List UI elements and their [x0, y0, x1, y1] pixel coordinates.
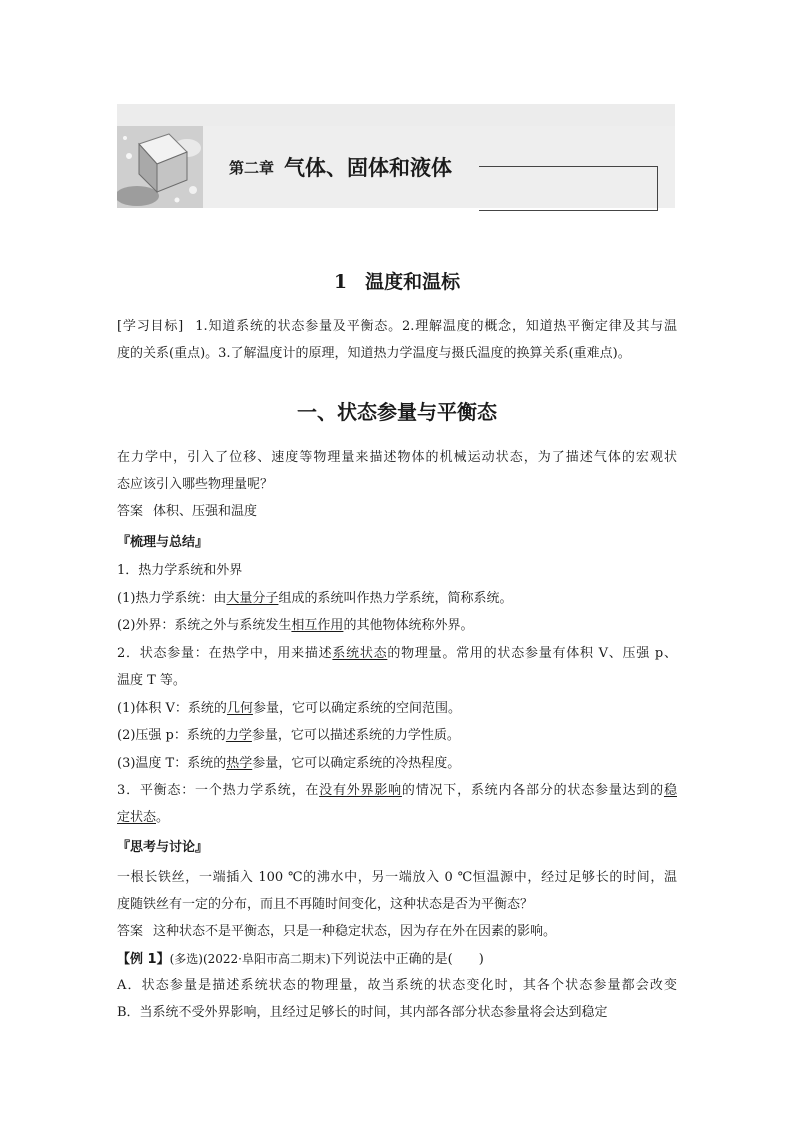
discuss-line-1: 一根长铁丝，一端插入 100 ℃的沸水中，另一端放入 0 ℃恒温源中，经过足够长的时间，温	[117, 870, 677, 885]
banner-frame-line	[479, 166, 658, 211]
item-2-pre: 2．状态参量：在热学中，用来描述	[117, 646, 333, 661]
item-1a	[117, 590, 677, 608]
item-2b-post: 参量，它可以描述系统的力学性质。	[251, 728, 460, 743]
item-2a	[117, 700, 677, 718]
answer-2-text: 这种状态不是平衡态，只是一种稳定状态，因为存在外在因素的影响。	[153, 924, 557, 939]
item-2c-pre: (3)温度 T：系统的	[117, 756, 227, 771]
item-2c-post: 参量，它可以确定系统的冷热程度。	[252, 756, 461, 771]
item-3-blank-2a: 稳	[663, 783, 677, 798]
section-number: 1	[333, 271, 348, 293]
objectives-label: [学习目标]	[117, 319, 184, 334]
objectives-text-1: 1.知道系统的状态参量及平衡态。2.理解温度的概念，知道热平衡定律及其与温	[195, 319, 677, 334]
item-2c-blank: 热学	[226, 756, 253, 771]
option-b: B．当系统不受外界影响，且经过足够长的时间，其内部各部分状态参量将会达到稳定	[117, 1005, 608, 1020]
chapter-name: 气体、固体和液体	[284, 156, 453, 180]
ice-cube-photo	[117, 126, 203, 208]
item-3-end: 。	[156, 810, 170, 825]
item-2	[117, 645, 677, 663]
section-title	[0, 267, 794, 294]
item-3-blank-1: 没有外界影响	[319, 783, 402, 798]
item-2a-pre: (1)体积 V：系统的	[117, 701, 227, 716]
item-1b	[117, 617, 677, 635]
item-1a-pre: (1)热力学系统：由	[117, 591, 227, 606]
option-a: A．状态参量是描述系统状态的物理量，故当系统的状态变化时，其各个状态参量都会改变	[117, 978, 677, 993]
answer-2	[117, 923, 677, 941]
discuss-line-2: 度随铁丝有一定的分布，而且不再随时间变化，这种状态是否为平衡态？	[117, 897, 534, 912]
item-2a-post: 参量，它可以确定系统的空间范围。	[252, 701, 461, 716]
chapter-banner	[117, 104, 675, 208]
item-2a-blank: 几何	[226, 701, 253, 716]
chapter-title	[229, 152, 452, 182]
part-heading: 一、状态参量与平衡态	[297, 400, 497, 424]
item-2-line-2: 温度 T 等。	[117, 673, 186, 688]
example-source: (多选)(2022·阜阳市高二期末)	[169, 952, 331, 966]
item-2-blank: 系统状态	[332, 646, 388, 661]
example-1	[117, 950, 677, 969]
item-3	[117, 782, 677, 800]
item-1: 1．热力学系统和外界	[117, 563, 243, 578]
intro-line-1: 在力学中，引入了位移、速度等物理量来描述物体的机械运动状态，为了描述气体的宏观状	[117, 450, 677, 465]
item-3-mid: 的情况下，系统内各部分的状态参量达到的	[401, 783, 664, 798]
answer-2-label: 答案	[117, 924, 144, 939]
item-2-post: 的物理量。常用的状态参量有体积 V、压强 p、	[387, 646, 677, 661]
example-question: 下列说法中正确的是( )	[330, 952, 484, 967]
objectives-line-2: 度的关系(重点)。3.了解温度计的原理，知道热力学温度与摄氏温度的换算关系(重难点)。	[117, 346, 631, 361]
answer-text: 体积、压强和温度	[153, 504, 258, 519]
summary-heading: 『梳理与总结』	[117, 535, 209, 550]
intro-line-2: 态应该引入哪些物理量呢？	[117, 477, 274, 492]
item-1b-post: 的其他物体统称外界。	[343, 618, 474, 633]
item-2c	[117, 755, 677, 773]
item-1a-blank: 大量分子	[226, 591, 279, 606]
banner-top-band	[117, 104, 675, 126]
item-1b-blank: 相互作用	[291, 618, 344, 633]
item-1a-post: 组成的系统叫作热力学系统，简称系统。	[278, 591, 513, 606]
chapter-number: 第二章	[229, 159, 275, 177]
objectives-line-1	[117, 318, 677, 336]
answer-label: 答案	[117, 504, 144, 519]
answer-1	[117, 503, 677, 521]
item-3-pre: 3．平衡态：一个热力学系统，在	[117, 783, 320, 798]
item-3-line-2	[117, 809, 677, 827]
item-3-blank-2b: 定状态	[117, 810, 157, 825]
example-label: 【例 1】	[117, 952, 170, 967]
section-name: 温度和温标	[365, 271, 461, 293]
item-2b-blank: 力学	[225, 728, 252, 743]
discuss-heading: 『思考与讨论』	[117, 840, 209, 855]
item-1b-pre: (2)外界：系统之外与系统发生	[117, 618, 292, 633]
item-2b	[117, 727, 677, 745]
item-2b-pre: (2)压强 p：系统的	[117, 728, 226, 743]
